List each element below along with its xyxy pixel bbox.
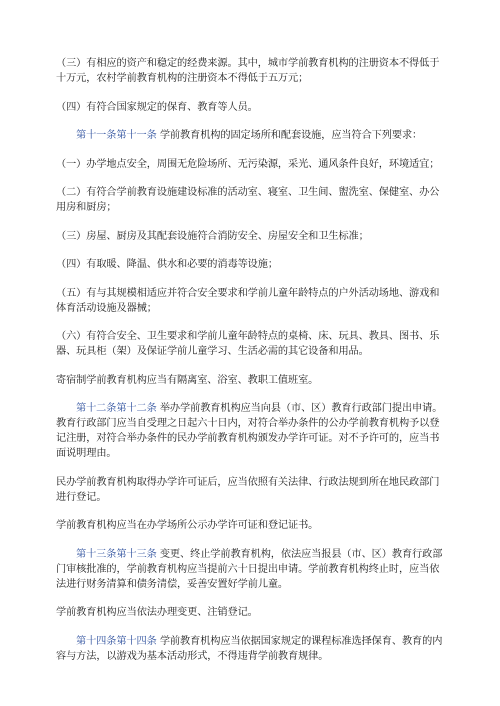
paragraph-text: 学前教育机构应当依法办理变更、注销登记。	[56, 607, 258, 618]
paragraph-item3-buildings	[56, 229, 448, 244]
paragraph-text: 举办学前教育机构应当向县（市、区）教育行政部门提出申请。教育行政部门应当自受理之日起六十日内，对符合举办条件的公办学前教育机构予以登记注册，对符合举办条件的民办学前教育机构颁发办学许可证。对不予许可的，应当书面说明理由。	[56, 403, 443, 459]
paragraph-text: 学前教育机构应当在办学场所公示办学许可证和登记证书。	[56, 520, 319, 531]
paragraph-text: 变更、终止学前教育机构，依法应当报县（市、区）教育行政部门审核批准的，学前教育机构应当提前六十日提出申请。学前教育机构终止时，应当依法进行财务清算和债务清偿，妥善安置好学前儿童。	[56, 548, 443, 590]
article-heading: 第十三条第十三条	[76, 548, 157, 560]
article-heading: 第十一条第十一条	[76, 130, 157, 141]
paragraph-license-display	[56, 518, 448, 533]
paragraph-text: （一）办学地点安全，周围无危险场所、无污染源，采光、通风条件良好，环境适宜；	[56, 158, 440, 170]
paragraph-text: （六）有符合安全、卫生要求和学前儿童年龄特点的桌椅、床、玩具、教具、图书、乐器、玩具柜（架）及保证学前儿童学习、生活必需的其它设备和用品。	[56, 331, 440, 357]
paragraph-text: 学前教育机构的固定场所和配套设施，应当符合下列要求：	[156, 130, 423, 141]
paragraph-item4-facilities	[56, 257, 448, 272]
paragraph-boarding	[56, 373, 448, 388]
paragraph-text: （五）有与其规模相适应并符合安全要求和学前儿童年龄特点的户外活动场地、游戏和体育活动设施及器械；	[56, 287, 440, 314]
article-heading: 第十二条第十二条	[76, 403, 157, 414]
paragraph-text: （三）有相应的资产和稳定的经费来源。其中，城市学前教育机构的注册资本不得低于十万元，农村学前教育机构的注册资本不得低于五万元；	[56, 58, 440, 84]
paragraph-text: （二）有符合学前教育设施建设标准的活动室、寝室、卫生间、盥洗室、保健室、办公用房和厨房；	[56, 187, 440, 213]
article-heading: 第十四条第十四条	[76, 635, 157, 647]
document-page	[56, 56, 448, 677]
paragraph-change-registration	[56, 605, 448, 620]
paragraph-item6-furniture	[56, 329, 448, 359]
paragraph-text: （四）有符合国家规定的保育、教育等人员。	[56, 101, 258, 113]
paragraph-item2-rooms	[56, 185, 448, 215]
paragraph-text: 民办学前教育机构取得办学许可证后，应当依照有关法律、行政法规到所在地民政部门进行登记。	[56, 476, 440, 503]
paragraph-item1-location	[56, 157, 448, 172]
article-12	[56, 401, 448, 461]
paragraph-item4-staff	[56, 100, 448, 115]
article-13	[56, 547, 448, 592]
paragraph-private-registration	[56, 475, 448, 505]
paragraph-text: （三）房屋、厨房及其配套设施符合消防安全、房屋安全和卫生标准；	[56, 230, 369, 242]
article-11	[56, 128, 448, 143]
article-14	[56, 634, 448, 664]
paragraph-text: 学前教育机构应当依据国家规定的课程标准选择保育、教育的内容与方法，以游戏为基本活动形式，不得违背学前教育规律。	[56, 635, 443, 662]
paragraph-item3-assets	[56, 56, 448, 86]
paragraph-text: （四）有取暖、降温、供水和必要的消毒等设施；	[56, 259, 278, 270]
paragraph-item5-outdoor	[56, 286, 448, 316]
paragraph-text: 寄宿制学前教育机构应当有隔离室、浴室、教职工值班室。	[56, 374, 319, 386]
